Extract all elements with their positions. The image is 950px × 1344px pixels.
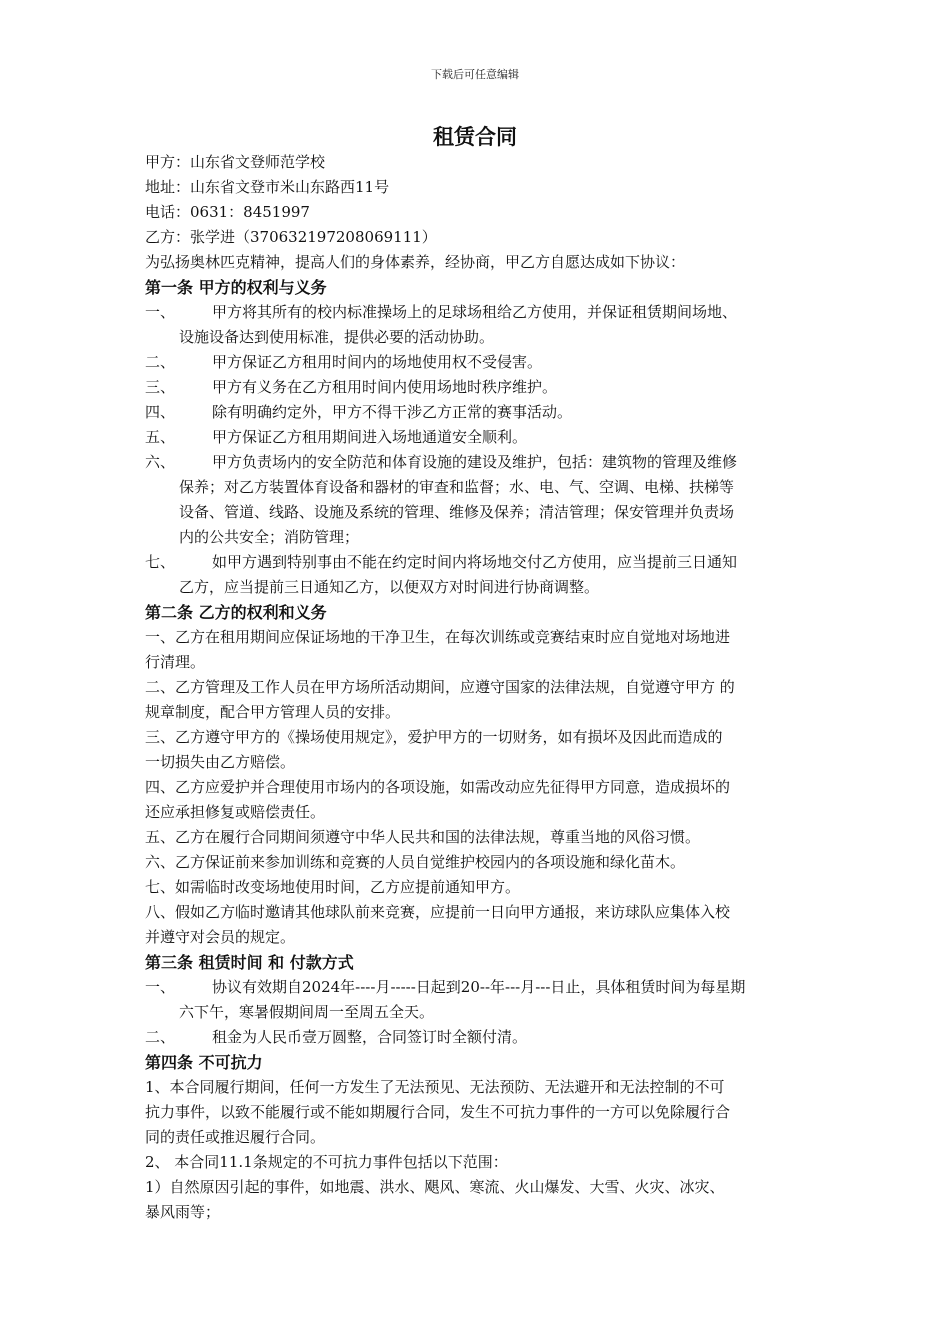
clause-line: 如甲方遇到特别事由不能在约定时间内将场地交付乙方使用，应当提前三日通知 — [212, 553, 738, 571]
document-title: 租赁合同 — [433, 125, 517, 149]
clause-item — [145, 350, 810, 375]
article-heading: 第三条 租赁时间 和 付款方式 — [145, 953, 354, 972]
clause-number: 六、 — [145, 453, 176, 471]
clause-line: 八、假如乙方临时邀请其他球队前来竞赛，应提前一日向甲方通报，来访球队应集体入校 — [145, 903, 731, 921]
page-header: 下载后可任意编辑 — [431, 68, 519, 81]
clause-line: 一、乙方在租用期间应保证场地的干净卫生，在每次训练或竞赛结束时应自觉地对场地进 — [145, 628, 731, 646]
clause-line: 设施设备达到使用标准，提供必要的活动协助。 — [179, 328, 495, 346]
clause-item — [145, 425, 810, 450]
clause-line: 行清理。 — [145, 653, 206, 671]
article-heading: 第二条 乙方的权利和义务 — [145, 603, 327, 622]
clause-line: 五、乙方在履行合同期间须遵守中华人民共和国的法律法规，尊重当地的风俗习惯。 — [145, 828, 701, 846]
clause-line: 七、如需临时改变场地使用时间，乙方应提前通知甲方。 — [145, 878, 521, 896]
clause-line: 1、本合同履行期间，任何一方发生了无法预见、无法预防、无法避开和无法控制的不可 — [145, 1078, 725, 1096]
party-line: 为弘扬奥林匹克精神，提高人们的身体素养，经协商，甲乙方自愿达成如下协议： — [145, 253, 686, 271]
clause-line: 二、乙方管理及工作人员在甲方场所活动期间，应遵守国家的法律法规，自觉遵守甲方 的 — [145, 678, 735, 696]
party-line: 地址：山东省文登市米山东路西11号 — [145, 178, 390, 196]
clause-paragraph — [145, 850, 810, 875]
clause-line: 内的公共安全；消防管理； — [179, 528, 360, 546]
clause-line: 四、乙方应爱护并合理使用市场内的各项设施，如需改动应先征得甲方同意，造成损坏的 — [145, 778, 731, 796]
clause-line: 乙方，应当提前三日通知乙方，以便双方对时间进行协商调整。 — [179, 578, 600, 596]
clause-line: 除有明确约定外，甲方不得干涉乙方正常的赛事活动。 — [212, 403, 573, 421]
clause-paragraph — [145, 1075, 810, 1150]
clause-line: 甲方有义务在乙方租用时间内使用场地时秩序维护。 — [212, 378, 558, 396]
clause-number: 五、 — [145, 428, 176, 446]
clause-item — [145, 400, 810, 425]
article-heading: 第一条 甲方的权利与义务 — [145, 278, 327, 297]
clause-number: 四、 — [145, 403, 176, 421]
clause-item — [145, 300, 810, 350]
clause-paragraph — [145, 900, 810, 950]
clause-number: 三、 — [145, 378, 176, 396]
clause-line: 一切损失由乙方赔偿。 — [145, 753, 296, 771]
clause-item — [145, 975, 810, 1025]
clause-paragraph — [145, 1175, 810, 1225]
clause-item — [145, 375, 810, 400]
clause-line: 三、乙方遵守甲方的《操场使用规定》，爱护甲方的一切财务，如有损坏及因此而造成的 — [145, 728, 723, 746]
clause-number: 一、 — [145, 303, 176, 321]
clause-line: 甲方将其所有的校内标准操场上的足球场租给乙方使用，并保证租赁期间场地、 — [212, 303, 738, 321]
clause-line: 六下午，寒暑假期间周一至周五全天。 — [179, 1003, 435, 1021]
clause-paragraph — [145, 875, 810, 900]
clause-line: 2、 本合同11.1条规定的不可抗力事件包括以下范围： — [145, 1153, 508, 1171]
clause-line: 抗力事件，以致不能履行或不能如期履行合同，发生不可抗力事件的一方可以免除履行合 — [145, 1103, 731, 1121]
party-line: 乙方：张学进（370632197208069111） — [145, 228, 437, 246]
clause-line: 协议有效期自2024年----月-----日起到20--年---月---日止，具体租赁时间为每星期 — [212, 978, 746, 996]
clause-line: 还应承担修复或赔偿责任。 — [145, 803, 326, 821]
party-line: 电话：0631：8451997 — [145, 203, 310, 221]
clause-line: 1）自然原因引起的事件，如地震、洪水、飓风、寒流、火山爆发、大雪、火灾、冰灾、 — [145, 1178, 725, 1196]
article-heading: 第四条 不可抗力 — [145, 1053, 263, 1072]
clause-line: 同的责任或推迟履行合同。 — [145, 1128, 326, 1146]
clause-number: 一、 — [145, 978, 176, 996]
clause-paragraph — [145, 1150, 810, 1175]
clause-number: 二、 — [145, 1028, 176, 1046]
clause-paragraph — [145, 825, 810, 850]
clause-number: 七、 — [145, 553, 176, 571]
clause-line: 甲方负责场内的安全防范和体育设施的建设及维护，包括：建筑物的管理及维修 — [212, 453, 738, 471]
clause-item — [145, 550, 810, 600]
clause-line: 保养；对乙方装置体育设备和器材的审查和监督；水、电、气、空调、电梯、扶梯等 — [179, 478, 735, 496]
clause-line: 租金为人民币壹万圆整，合同签订时全额付清。 — [212, 1028, 528, 1046]
document-body — [145, 150, 810, 1225]
clause-paragraph — [145, 725, 810, 775]
clause-paragraph — [145, 775, 810, 825]
clause-line: 暴风雨等； — [145, 1203, 221, 1221]
clause-item — [145, 450, 810, 550]
clause-item — [145, 1025, 810, 1050]
clause-paragraph — [145, 625, 810, 675]
clause-line: 甲方保证乙方租用期间进入场地通道安全顺利。 — [212, 428, 528, 446]
clause-line: 并遵守对会员的规定。 — [145, 928, 296, 946]
clause-line: 设备、管道、线路、设施及系统的管理、维修及保养；清洁管理；保安管理并负责场 — [179, 503, 735, 521]
clause-number: 二、 — [145, 353, 176, 371]
party-line: 甲方：山东省文登师范学校 — [145, 153, 326, 171]
clause-line: 规章制度，配合甲方管理人员的安排。 — [145, 703, 401, 721]
clause-paragraph — [145, 675, 810, 725]
clause-line: 六、乙方保证前来参加训练和竞赛的人员自觉维护校园内的各项设施和绿化苗木。 — [145, 853, 686, 871]
clause-line: 甲方保证乙方租用时间内的场地使用权不受侵害。 — [212, 353, 543, 371]
